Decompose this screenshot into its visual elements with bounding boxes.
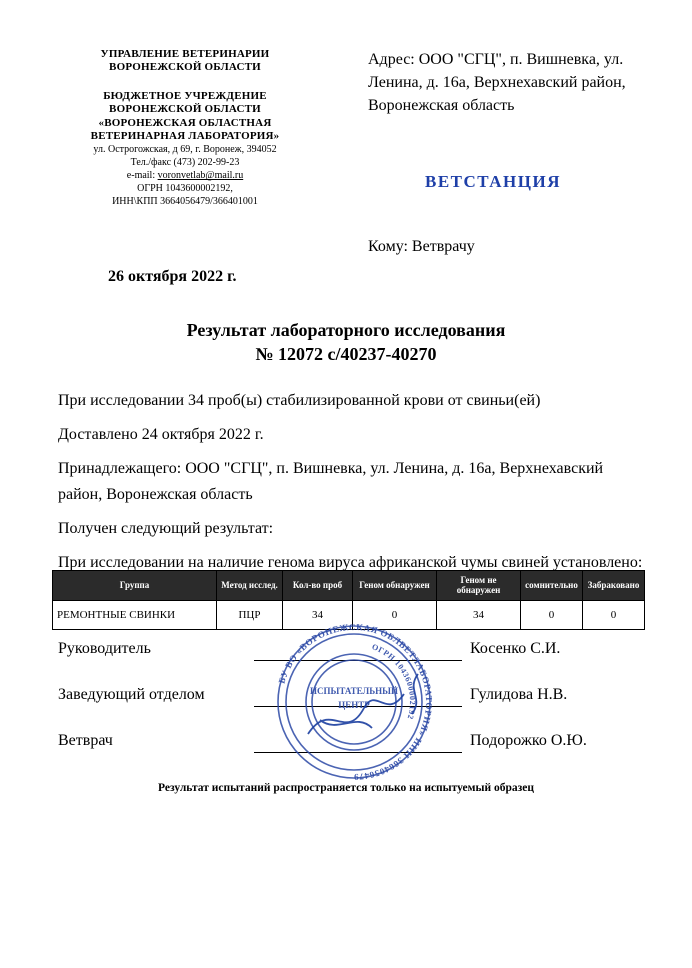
body-paragraph-2: Доставлено 24 октября 2022 г.	[58, 425, 264, 443]
body-paragraph-3: Принадлежащего: ООО "СГЦ", п. Вишневка, ул. Ленина, д. 16а, Верхнехавский район, Воронежская область	[58, 459, 604, 503]
document-title-line-2: № 12072 с/40237-40270	[255, 344, 437, 365]
table-header-group: Группа	[53, 571, 217, 601]
signature-row-head	[58, 682, 648, 728]
signature-line-director	[254, 660, 462, 661]
stamp-center-line-1: ИСПЫТАТЕЛЬНЫЙ	[310, 686, 398, 696]
signature-role-head: Заведующий отделом	[58, 686, 205, 703]
cell-count: 34	[283, 600, 353, 629]
org-email-value: voronvetlab@mail.ru	[157, 170, 244, 182]
org-email-label: e-mail:	[126, 170, 156, 182]
signature-row-director	[58, 636, 648, 682]
cell-genome-found: 0	[353, 600, 437, 629]
signature-block	[58, 636, 648, 774]
table-header-rejected: Забраковано	[583, 571, 645, 601]
signature-name-vet: Подорожко О.Ю.	[470, 732, 587, 749]
vetstation-heading: ВЕТСТАНЦИЯ	[424, 172, 561, 191]
cell-genome-not-found: 34	[437, 600, 521, 629]
document-date: 26 октября 2022 г.	[108, 268, 237, 285]
recipient-line: Кому: Ветврачу	[368, 238, 475, 255]
table-header-genome-found: Геном обнаружен	[353, 571, 437, 601]
signature-name-head: Гулидова Н.В.	[470, 686, 568, 703]
signature-name-director: Косенко С.И.	[470, 640, 561, 657]
stamp-center-line-2: ЦЕНТР	[338, 700, 370, 710]
cell-group: РЕМОНТНЫЕ СВИНКИ	[53, 600, 217, 629]
document-title-line-1: Результат лабораторного исследования	[186, 320, 506, 340]
org-block-secondary	[60, 90, 310, 144]
signature-line-vet	[254, 752, 462, 753]
results-table	[52, 570, 645, 630]
recipient-address: Адрес: ООО "СГЦ", п. Вишневка, ул. Ленина, д. 16а, Верхнехавский район, Воронежская область	[368, 51, 626, 115]
organization-header	[60, 48, 310, 208]
org-line-1: УПРАВЛЕНИЕ ВЕТЕРИНАРИИ	[100, 48, 270, 60]
org-inn-kpp: ИНН\КПП 3664056479/366401001	[112, 196, 258, 208]
results-table-container	[52, 570, 644, 630]
signature-role-director: Руководитель	[58, 640, 151, 657]
body-paragraph-4: Получен следующий результат:	[58, 519, 274, 537]
org-line-3: БЮДЖЕТНОЕ УЧРЕЖДЕНИЕ	[103, 89, 267, 102]
stamp-inner-text: ОГРН 1043600002192	[370, 642, 418, 721]
table-header-row	[53, 571, 645, 601]
org-line-6: ВЕТЕРИНАРНАЯ ЛАБОРАТОРИЯ»	[90, 130, 280, 143]
stamp-outer-text: БУ ВО «ВОРОНЕЖСКАЯ ОБЛВЕТЛАБОРАТОРИЯ» ИНН 3664056479	[276, 621, 435, 783]
org-email-row	[60, 169, 310, 182]
table-header-method: Метод исслед.	[217, 571, 283, 601]
signature-role-vet: Ветврач	[58, 732, 113, 749]
org-line-2: ВОРОНЕЖСКОЙ ОБЛАСТИ	[109, 61, 261, 74]
table-row	[53, 600, 645, 629]
document-title	[0, 318, 692, 367]
org-contacts	[60, 143, 310, 208]
table-header-count: Кол-во проб	[283, 571, 353, 601]
cell-rejected: 0	[583, 600, 645, 629]
signature-line-head	[254, 706, 462, 707]
footer-note: Результат испытаний распространяется только на испытуемый образец	[158, 782, 534, 794]
table-header-genome-not-found: Геном не обнаружен	[437, 571, 521, 601]
org-phone: Тел./факс (473) 202-99-23	[130, 157, 240, 169]
org-line-4: ВОРОНЕЖСКОЙ ОБЛАСТИ	[109, 103, 261, 116]
cell-doubtful: 0	[521, 600, 583, 629]
org-line-5: «ВОРОНЕЖСКАЯ ОБЛАСТНАЯ	[98, 116, 272, 129]
document-body	[58, 388, 648, 583]
org-ogrn: ОГРН 1043600002192,	[137, 183, 233, 195]
table-header-doubtful: сомнительно	[521, 571, 583, 601]
cell-method: ПЦР	[217, 600, 283, 629]
signature-row-vet	[58, 728, 648, 774]
body-paragraph-5: При исследовании на наличие генома вируса африканской чумы свиней установлено:	[58, 553, 643, 571]
org-address: ул. Острогожская, д 69, г. Воронеж, 394052	[93, 144, 277, 156]
body-paragraph-1: При исследовании 34 проб(ы) стабилизированной крови от свиньи(ей)	[58, 392, 541, 409]
